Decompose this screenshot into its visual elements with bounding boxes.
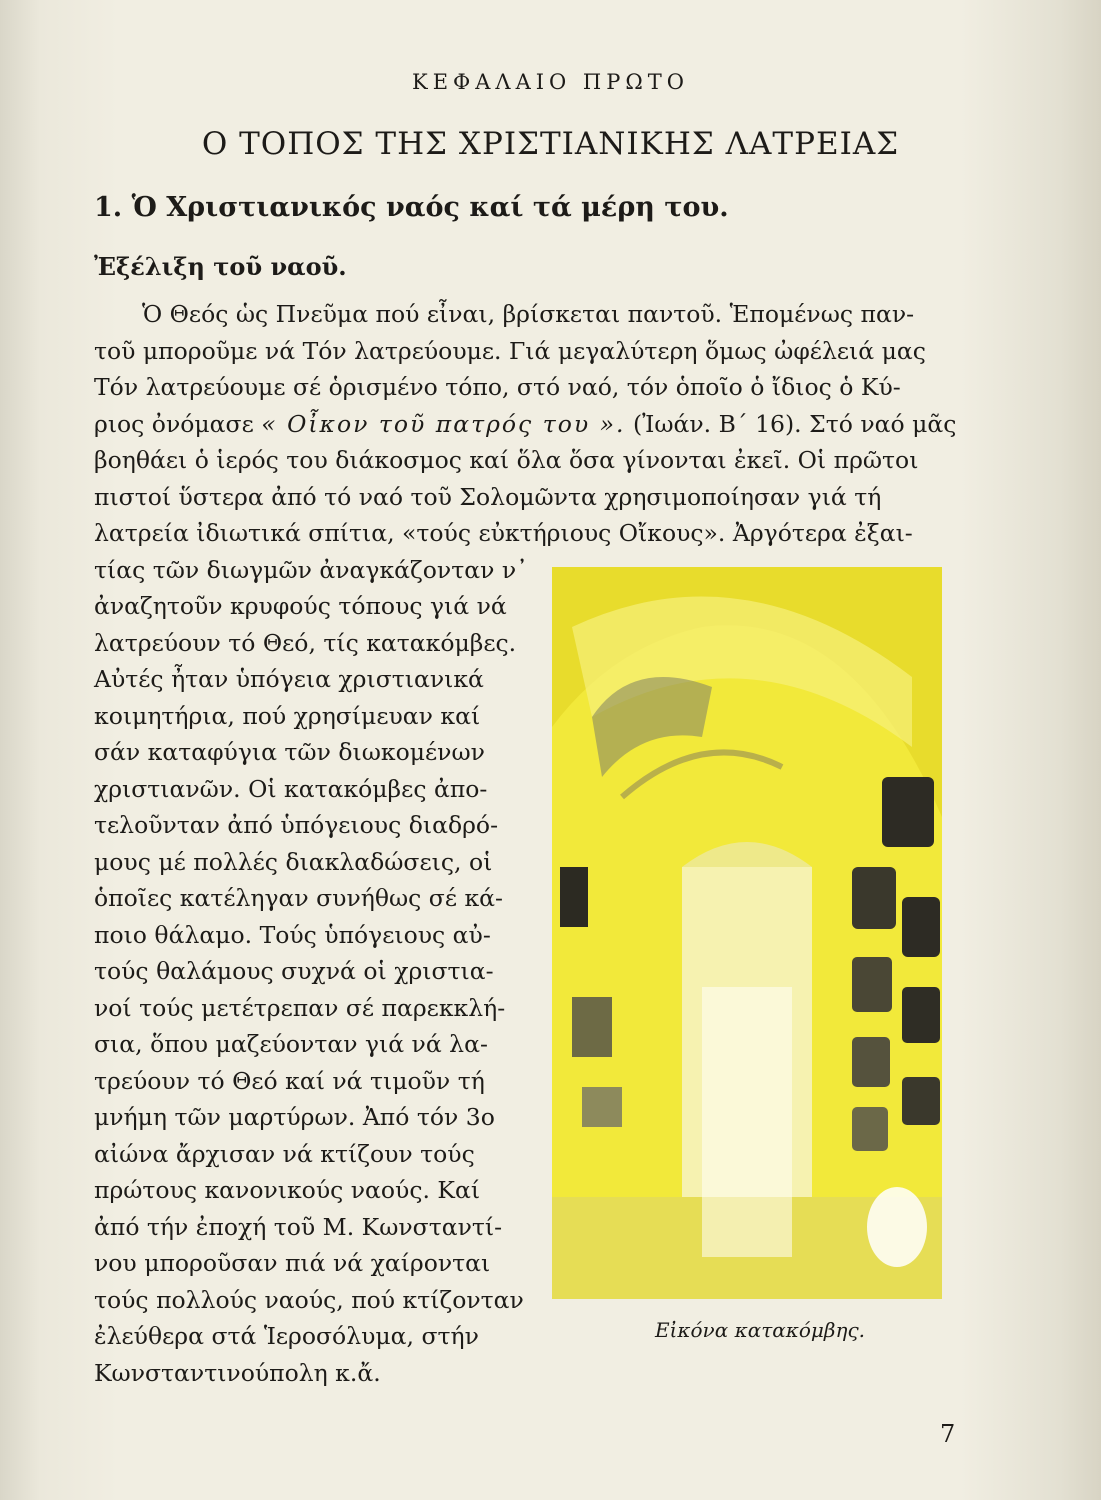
text-line: μνήμη τῶν μαρτύρων. Ἀπό τόν 3ο [94, 1103, 495, 1131]
text-line: Κωνσταντινούπολη κ.ἄ. [94, 1358, 381, 1387]
text-line: τούς θαλάμους συχνά οἱ χριστια- [94, 957, 494, 985]
page-title: Ο ΤΟΠΟΣ ΤΗΣ ΧΡΙΣΤΙΑΝΙΚΗΣ ΛΑΤΡΕΙΑΣ [201, 126, 900, 162]
catacomb-illustration [552, 567, 942, 1299]
text-line: πιστοί ὕστερα ἀπό τό ναό τοῦ Σολομῶντα χρησιμοποίησαν γιά τή [94, 482, 882, 511]
text-line: Τόν λατρεύουμε σέ ὁρισμένο τόπο, στό ναό, τόν ὁποῖο ὁ ἴδιος ὁ Κύ- [94, 373, 901, 401]
text-line: πρώτους κανονικούς ναούς. Καί [94, 1176, 481, 1204]
wrapped-text [94, 552, 528, 1392]
text-line: ἐλεύθερα στά Ἱεροσόλυμα, στήν [94, 1322, 479, 1350]
text-fragment: (Ἰωάν. Β΄ 16). Στό ναό μᾶς [632, 409, 957, 438]
text-line: νου μποροῦσαν πιά νά χαίρονται [94, 1249, 491, 1277]
text-line: αἰώνα ἄρχισαν νά κτίζουν τούς [94, 1139, 475, 1168]
text-line: ἀναζητοῦν κρυφούς τόπους γιά νά [94, 592, 507, 620]
text-line: τίας τῶν διωγμῶν ἀναγκάζονταν ν᾽ [94, 555, 528, 584]
text-line: Αὐτές ἦταν ὑπόγεια χριστιανικά [94, 665, 484, 693]
text-line: Ὁ Θεός ὡς Πνεῦμα πού εἶναι, βρίσκεται παντοῦ. Ἑπομένως παν- [142, 300, 915, 328]
text-line: τούς πολλούς ναούς, πού κτίζονταν [94, 1285, 524, 1314]
section-heading: 1. Ὁ Χριστιανικός ναός καί τά μέρη του. [94, 192, 729, 223]
text-line: ποιο θάλαμο. Τούς ὑπόγειους αὐ- [94, 920, 491, 949]
text-line: κοιμητήρια, πού χρησίμευαν καί [94, 701, 481, 730]
text-line: ἀπό τήν ἐποχή τοῦ Μ. Κωνσταντί- [94, 1212, 503, 1241]
subsection-heading: Ἐξέλιξη τοῦ ναοῦ. [94, 252, 347, 281]
text-line: βοηθάει ὁ ἱερός του διάκοσμος καί ὅλα ὅσα γίνονται ἐκεῖ. Οἱ πρῶτοι [94, 446, 919, 474]
text-line: χριστιανῶν. Οἱ κατακόμβες ἀπο- [94, 774, 488, 803]
page-number: 7 [940, 1420, 956, 1448]
text-line: τρεύουν τό Θεό καί νά τιμοῦν τή [94, 1066, 485, 1095]
quotation: « Οἶκον τοῦ πατρός του ». [261, 409, 626, 438]
text-line: λατρεύουν τό Θεό, τίς κατακόμβες. [94, 628, 517, 657]
chapter-label: ΚΕΦΑΛΑΙΟ ΠΡΩΤΟ [412, 70, 689, 94]
text-line [94, 406, 957, 443]
text-line: σια, ὅπου μαζεύονταν γιά νά λα- [94, 1030, 488, 1058]
text-line: λατρεία ἰδιωτικά σπίτια, «τούς εὐκτήριους Οἴκους». Ἀργότερα ἐξαι- [94, 519, 913, 547]
text-line: μους μέ πολλές διακλαδώσεις, οἱ [94, 847, 493, 876]
text-line: νοί τούς μετέτρεπαν σέ παρεκκλή- [94, 993, 506, 1022]
text-line: ὁποῖες κατέληγαν συνήθως σέ κά- [94, 884, 503, 912]
text-fragment: ριος ὀνόμασε [94, 409, 254, 438]
figure-caption: Εἰκόνα κατακόμβης. [654, 1318, 866, 1342]
text-line: τελοῦνταν ἀπό ὑπόγειους διαδρό- [94, 811, 499, 839]
text-line: τοῦ μποροῦμε νά Τόν λατρεύουμε. Γιά μεγαλύτερη ὅμως ὠφέλειά μας [94, 336, 926, 365]
text-line: σάν καταφύγια τῶν διωκομένων [94, 738, 485, 766]
